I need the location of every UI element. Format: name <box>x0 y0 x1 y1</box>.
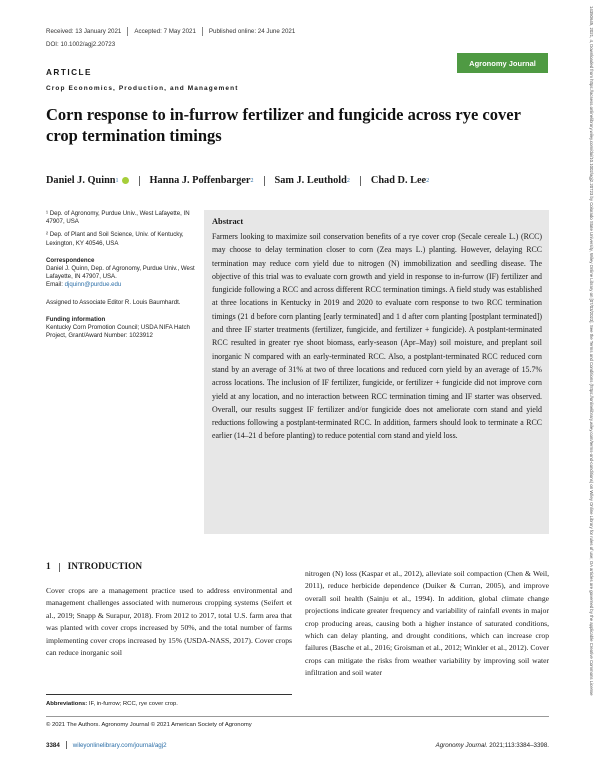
associate-editor: Assigned to Associate Editor R. Louis Baumhardt. <box>46 298 181 306</box>
correspondence-address: Daniel J. Quinn, Dep. of Agronomy, Purdue Univ., West Lafayette, IN 47907, USA. <box>46 265 195 281</box>
journal-url-link[interactable]: wileyonlinelibrary.com/journal/agj2 <box>72 741 167 749</box>
abstract-text: Farmers looking to maximize soil conservation benefits of a rye cover crop (Secale cereale L.) (RCC) may choose to delay termination closer to corn (Zea mays L.) planting. However, delaying RCC termination may reduce corn yield due to nitrogen (N) immobilization and seedling disease. The objective of this trial was to evaluate corn growth and yield in response to in-furrow (IF) fertilizer and fungicide following a RCC and across different RCC termination timings. A field study was established at three locations in Kentucky in 2019 and 2020 to evaluate corn response to two RCC termination timings (21 d before corn planting [early terminated] and 1 d after corn planting [postplant terminated]) and three IF starter treatments (fertilizer, fungicide, and fertilizer + fungicide). A postplant-terminated RCC resulted in greater rye shoot biomass, early-season (Apr–May) soil moisture, and preplant soil inorganic N compared with an early-terminated RCC. Also, a postplant-terminated RCC reduced corn stand by an average of 31% at two of three locations and reduced corn yield by an average of 15.7% across locations. The inclusion of IF fertilizer, fungicide, or fertilizer + fungicide did not improve corn yield at any location, and no interaction between RCC termination timing and IF starter was observed. Overall, our results suggest IF fertilizer and/or fungicide does not ameliorate corn stand and yield reductions following a postplant-terminated RCC. In addition, farmers should look to terminate a RCC earlier (14–21 d before planting) to reduce potential corn stand and yield loss. <box>212 232 542 441</box>
footer-left <box>46 741 167 749</box>
download-notice: 14350645, 2021, 4, Downloaded from https://acsess.onlinelibrary.wiley.com/doi/10.1002/agj2.20723 by Colorado State University, Wiley Online Library on [07/03/2023]. See the Terms and Conditions (https://onlinelibrary.wiley.com/terms-and-conditions) on Wiley Online Library for rules of use; OA articles are governed by the applicable Creative Commons License <box>589 6 594 696</box>
author-affiliation-mark: 2 <box>250 177 254 184</box>
section-label: Crop Economics, Production, and Management <box>46 85 239 92</box>
funding-text: Kentucky Corn Promotion Council; USDA NIFA Hatch Project, Grant/Award Number: 1023912 <box>46 324 190 340</box>
copyright-divider <box>46 716 549 717</box>
abstract-box <box>204 210 549 534</box>
footer-citation <box>436 742 549 749</box>
author-divider <box>139 176 140 186</box>
author-name[interactable]: Sam J. Leuthold <box>274 175 347 186</box>
citation-journal: Agronomy Journal. <box>435 741 488 749</box>
abbreviations-text: IF, in-furrow; RCC, rye cover crop. <box>88 701 178 707</box>
section-number: 1 <box>46 562 51 572</box>
author-affiliation-mark: 2 <box>426 177 430 184</box>
article-title: Corn response to in-furrow fertilizer and fungicide across rye cover crop termination timings <box>46 105 521 145</box>
author-divider <box>264 176 265 186</box>
date-divider <box>202 27 203 36</box>
intro-text-right: nitrogen (N) loss (Kaspar et al., 2012), alleviate soil compaction (Chen & Weil, 2011), reduce herbicide dependence (Duiker & Curran, 2005), and improve overall soil health (Sainju et al., 1994). In addition, global climate change projections indicate greater frequency and variability of rainfall events in major crop producing areas, causing both a higher instance of saturated conditions, which can delay planting, and drought conditions, which can increase crop failures (Basche et al., 2016; Groisman et al., 2012; Winkler et al., 2012). Cover crops can mitigate the risks from weather variability by improving soil water infiltration and soil water <box>305 569 549 678</box>
section-title: INTRODUCTION <box>67 562 143 572</box>
affiliation-1: ¹ Dep. of Agronomy, Purdue Univ., West Lafayette, IN 47907, USA <box>46 210 190 226</box>
footnote-divider <box>46 694 292 695</box>
funding-label: Funding information <box>46 315 106 323</box>
citation-volume: 2021;113:3384–3398. <box>489 741 549 749</box>
download-notice-strip <box>581 0 595 782</box>
journal-badge[interactable]: Agronomy Journal <box>457 53 548 73</box>
author-name[interactable]: Daniel J. Quinn <box>46 175 116 186</box>
abstract-heading: Abstract <box>212 217 244 226</box>
abbreviations-label: Abbreviations: <box>46 701 88 707</box>
article-info-column <box>46 210 196 345</box>
author-name[interactable]: Hanna J. Poffenbarger <box>149 175 251 186</box>
correspondence-email-link[interactable]: djquinn@purdue.edu <box>64 281 122 289</box>
correspondence-email-line <box>46 281 196 289</box>
email-label: Email: <box>46 281 63 289</box>
article-dates <box>46 27 295 36</box>
page-footer <box>46 741 549 749</box>
affiliation-2: ² Dep. of Plant and Soil Science, Univ. of Kentucky, Lexington, KY 40546, USA <box>46 231 184 247</box>
author-name[interactable]: Chad D. Lee <box>370 175 427 186</box>
article-type-label: ARTICLE <box>46 68 92 77</box>
abbreviations-footnote <box>46 701 178 707</box>
accepted-date: Accepted: 7 May 2021 <box>134 28 196 35</box>
intro-text-left: Cover crops are a management practice used to address environmental and management challenges associated with numerous cropping systems (Seifert et al., 2019; Snapp & Surapur, 2018). From 2012 to 2017, total U.S. farm area that was planted with cover crops increased by 50%, and the total number of farms implementing cover crops increased by 15% (USDA-NASS, 2017). Cover crops can reduce inorganic soil <box>46 586 292 658</box>
author-divider <box>360 176 361 186</box>
received-date: Received: 13 January 2021 <box>46 28 122 35</box>
author-list <box>46 175 429 186</box>
page-number: 3384 <box>46 741 60 749</box>
section-divider <box>59 563 60 572</box>
doi[interactable]: DOI: 10.1002/agj2.20723 <box>46 41 116 48</box>
copyright-notice: © 2021 The Authors. Agronomy Journal © 2021 American Society of Agronomy <box>46 722 252 728</box>
section-heading-introduction <box>46 562 142 572</box>
date-divider <box>127 27 128 36</box>
correspondence-label: Correspondence <box>46 256 95 264</box>
footer-divider <box>66 741 67 749</box>
orcid-icon[interactable] <box>122 177 129 184</box>
published-date: Published online: 24 June 2021 <box>208 28 296 35</box>
author-affiliation-mark: 2 <box>346 177 350 184</box>
author-affiliation-mark: 1 <box>115 177 119 184</box>
